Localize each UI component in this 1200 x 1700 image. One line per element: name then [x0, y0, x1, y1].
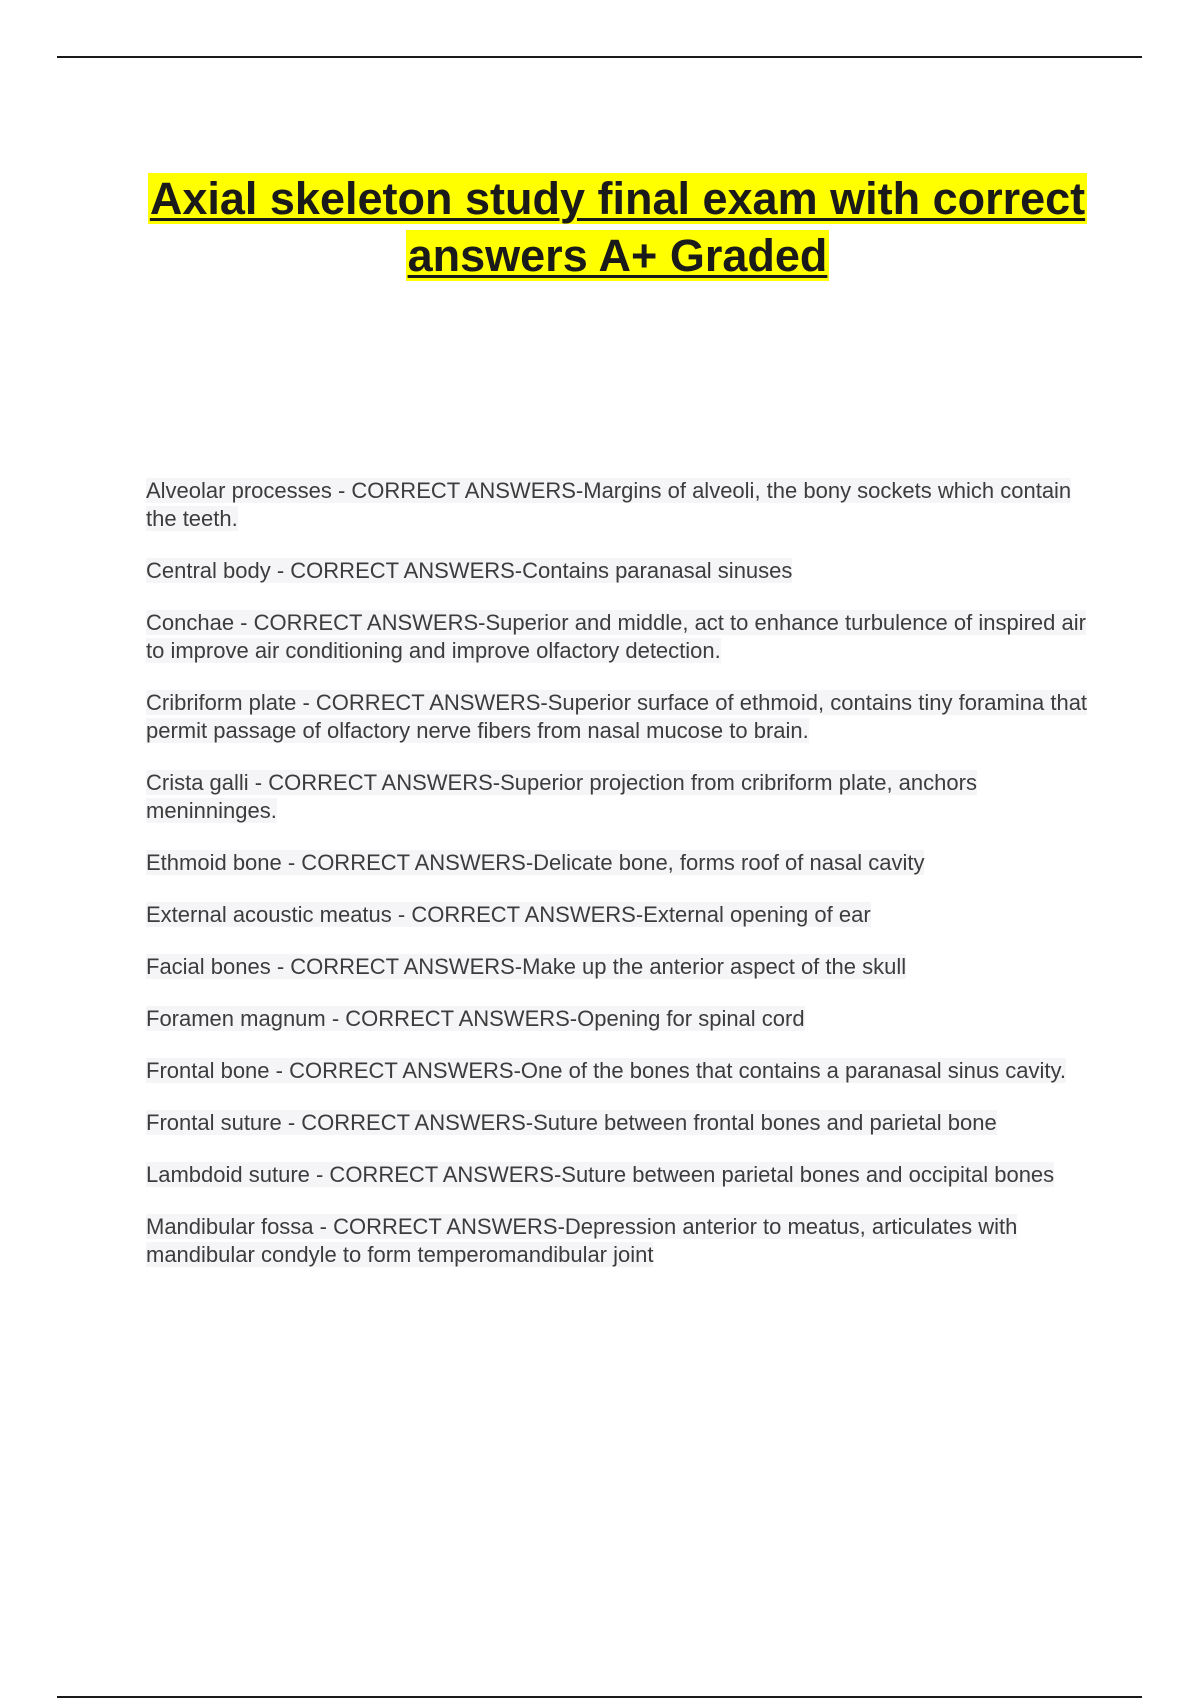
- entry-text: Crista galli - CORRECT ANSWERS-Superior projection from cribriform plate, anchors meninninges.: [146, 770, 977, 823]
- page-title-text: Axial skeleton study final exam with correct answers A+ Graded: [149, 173, 1086, 281]
- entry-text: Mandibular fossa - CORRECT ANSWERS-Depression anterior to meatus, articulates with mandibular condyle to form temperomandibular joint: [146, 1214, 1018, 1267]
- list-item: [146, 1057, 1106, 1085]
- list-item: [146, 769, 1106, 825]
- entry-text: Ethmoid bone - CORRECT ANSWERS-Delicate bone, forms roof of nasal cavity: [146, 850, 925, 875]
- entry-list: [146, 477, 1106, 1293]
- entry-text: External acoustic meatus - CORRECT ANSWERS-External opening of ear: [146, 902, 871, 927]
- list-item: [146, 557, 1106, 585]
- title-block: [100, 170, 1135, 284]
- entry-text: Alveolar processes - CORRECT ANSWERS-Margins of alveoli, the bony sockets which contain the teeth.: [146, 478, 1072, 531]
- entry-text: Conchae - CORRECT ANSWERS-Superior and middle, act to enhance turbulence of inspired air to improve air conditioning and improve olfactory detection.: [146, 610, 1086, 663]
- top-divider: [57, 56, 1142, 58]
- bottom-divider: [57, 1696, 1142, 1698]
- entry-text: Frontal suture - CORRECT ANSWERS-Suture between frontal bones and parietal bone: [146, 1110, 997, 1135]
- entry-text: Cribriform plate - CORRECT ANSWERS-Superior surface of ethmoid, contains tiny foramina that permit passage of olfactory nerve fibers from nasal mucose to brain.: [146, 690, 1088, 743]
- list-item: [146, 901, 1106, 929]
- list-item: [146, 689, 1106, 745]
- entry-text: Facial bones - CORRECT ANSWERS-Make up the anterior aspect of the skull: [146, 954, 907, 979]
- list-item: [146, 1005, 1106, 1033]
- entry-text: Foramen magnum - CORRECT ANSWERS-Opening for spinal cord: [146, 1006, 805, 1031]
- list-item: [146, 1109, 1106, 1137]
- page-title: [100, 170, 1135, 284]
- list-item: [146, 609, 1106, 665]
- list-item: [146, 1213, 1106, 1269]
- list-item: [146, 849, 1106, 877]
- entry-text: Frontal bone - CORRECT ANSWERS-One of the bones that contains a paranasal sinus cavity.: [146, 1058, 1066, 1083]
- entry-text: Lambdoid suture - CORRECT ANSWERS-Suture between parietal bones and occipital bones: [146, 1162, 1055, 1187]
- list-item: [146, 1161, 1106, 1189]
- list-item: [146, 477, 1106, 533]
- list-item: [146, 953, 1106, 981]
- entry-text: Central body - CORRECT ANSWERS-Contains paranasal sinuses: [146, 558, 793, 583]
